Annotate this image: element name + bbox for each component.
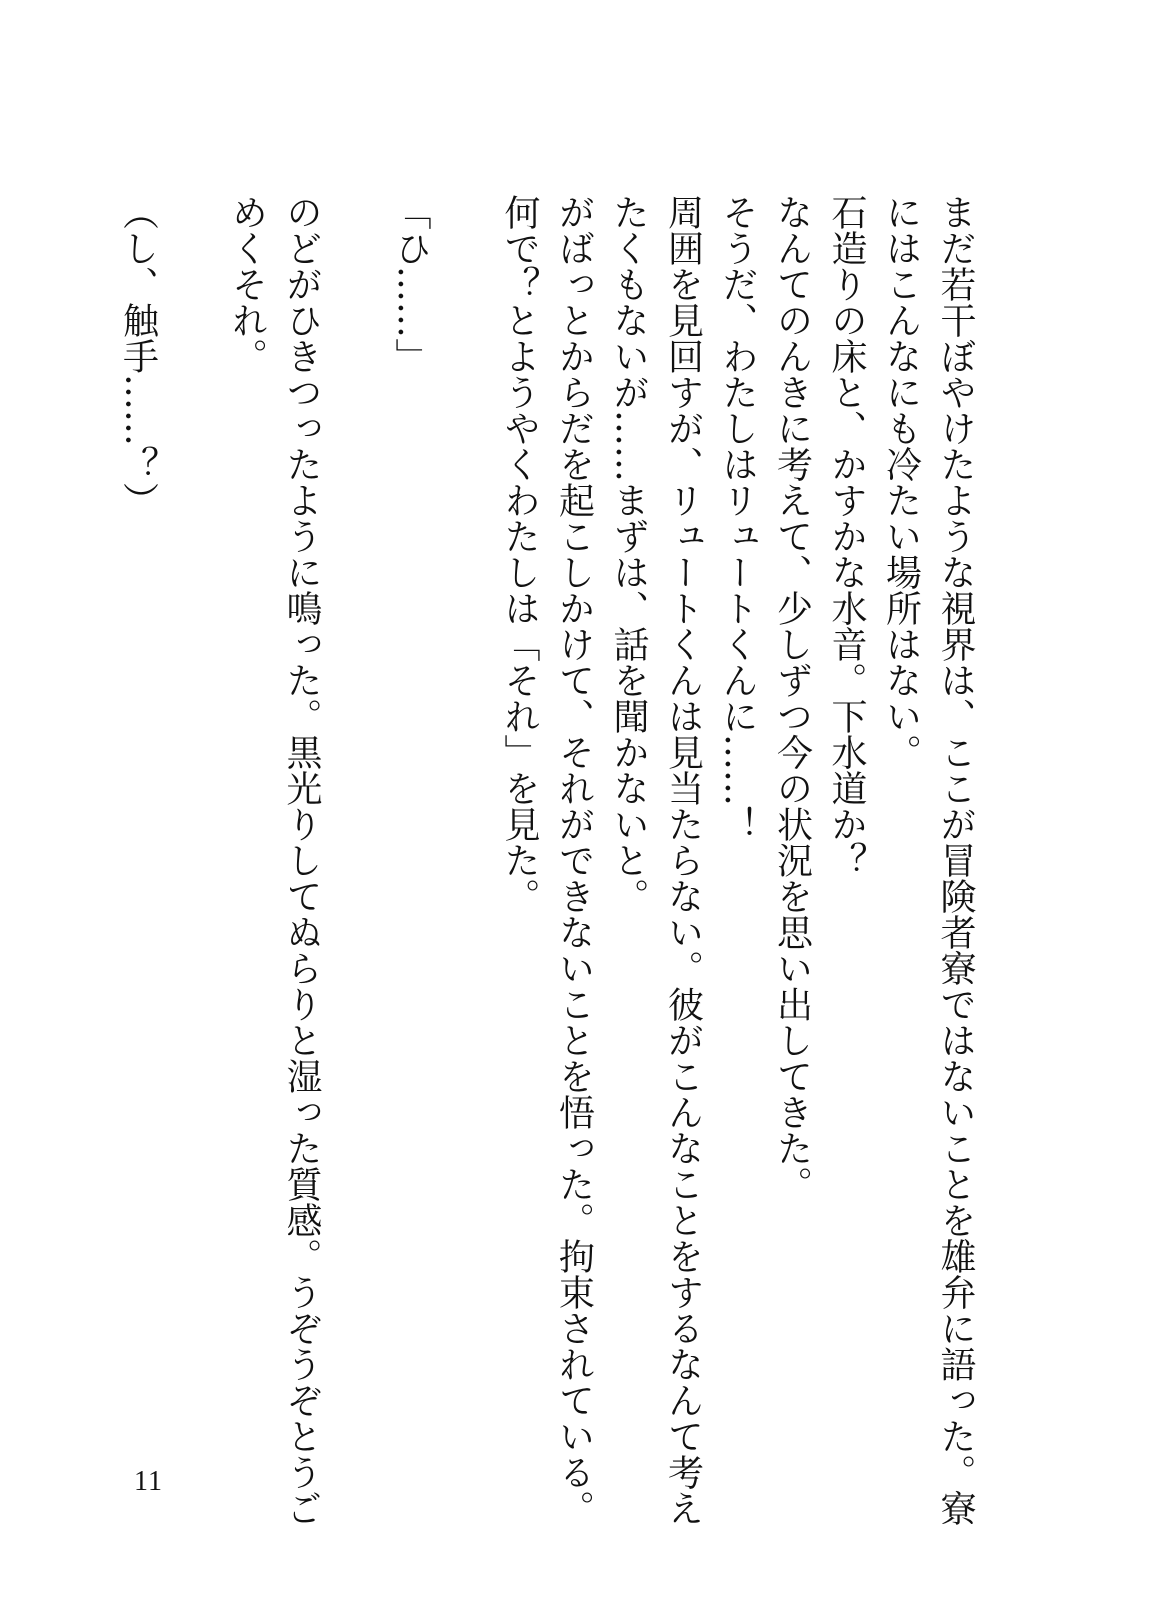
text-line-thought: （し、触手……？） <box>117 194 159 518</box>
text-line-9: 何で？とようやくわたしは「それ」を見た。 <box>499 194 540 914</box>
text-line-7: たくもないが……まずは、話を聞かないと。 <box>608 194 649 914</box>
text-line-3: 石造りの床と、かすかな水音。下水道か？ <box>826 194 867 878</box>
text-line-11: めくそれ。 <box>226 194 268 374</box>
text-line-6: 周囲を見回すが、リュートくんは見当たらない。彼がこんなことをするなんて考え <box>662 194 704 1526</box>
page-number: 11 <box>134 1466 163 1497</box>
text-line-1: まだ若干ぼやけたような視界は、ここが冒険者寮ではないことを雄弁に語った。寮 <box>935 194 976 1526</box>
text-line-2: にはこんなにも冷たい場所はない。 <box>880 194 922 770</box>
blank-line-1 <box>437 194 492 1434</box>
text-line-5: そうだ、わたしはリュートくんに……！ <box>717 194 758 842</box>
blank-line-3 <box>165 194 220 1434</box>
text-line-8: がばっとからだを起こしかけて、それができないことを悟った。拘束されている。 <box>553 194 595 1526</box>
text-line-dialogue: 「ひ……」 <box>390 194 431 374</box>
text-line-4: なんてのんきに考えて、少しずつ今の状況を思い出してきた。 <box>771 194 813 1202</box>
blank-line-2 <box>328 194 383 1434</box>
text-line-10: のどがひきつったように鳴った。黒光りしてぬらりと湿った質感。うぞうぞとうご <box>281 194 322 1526</box>
